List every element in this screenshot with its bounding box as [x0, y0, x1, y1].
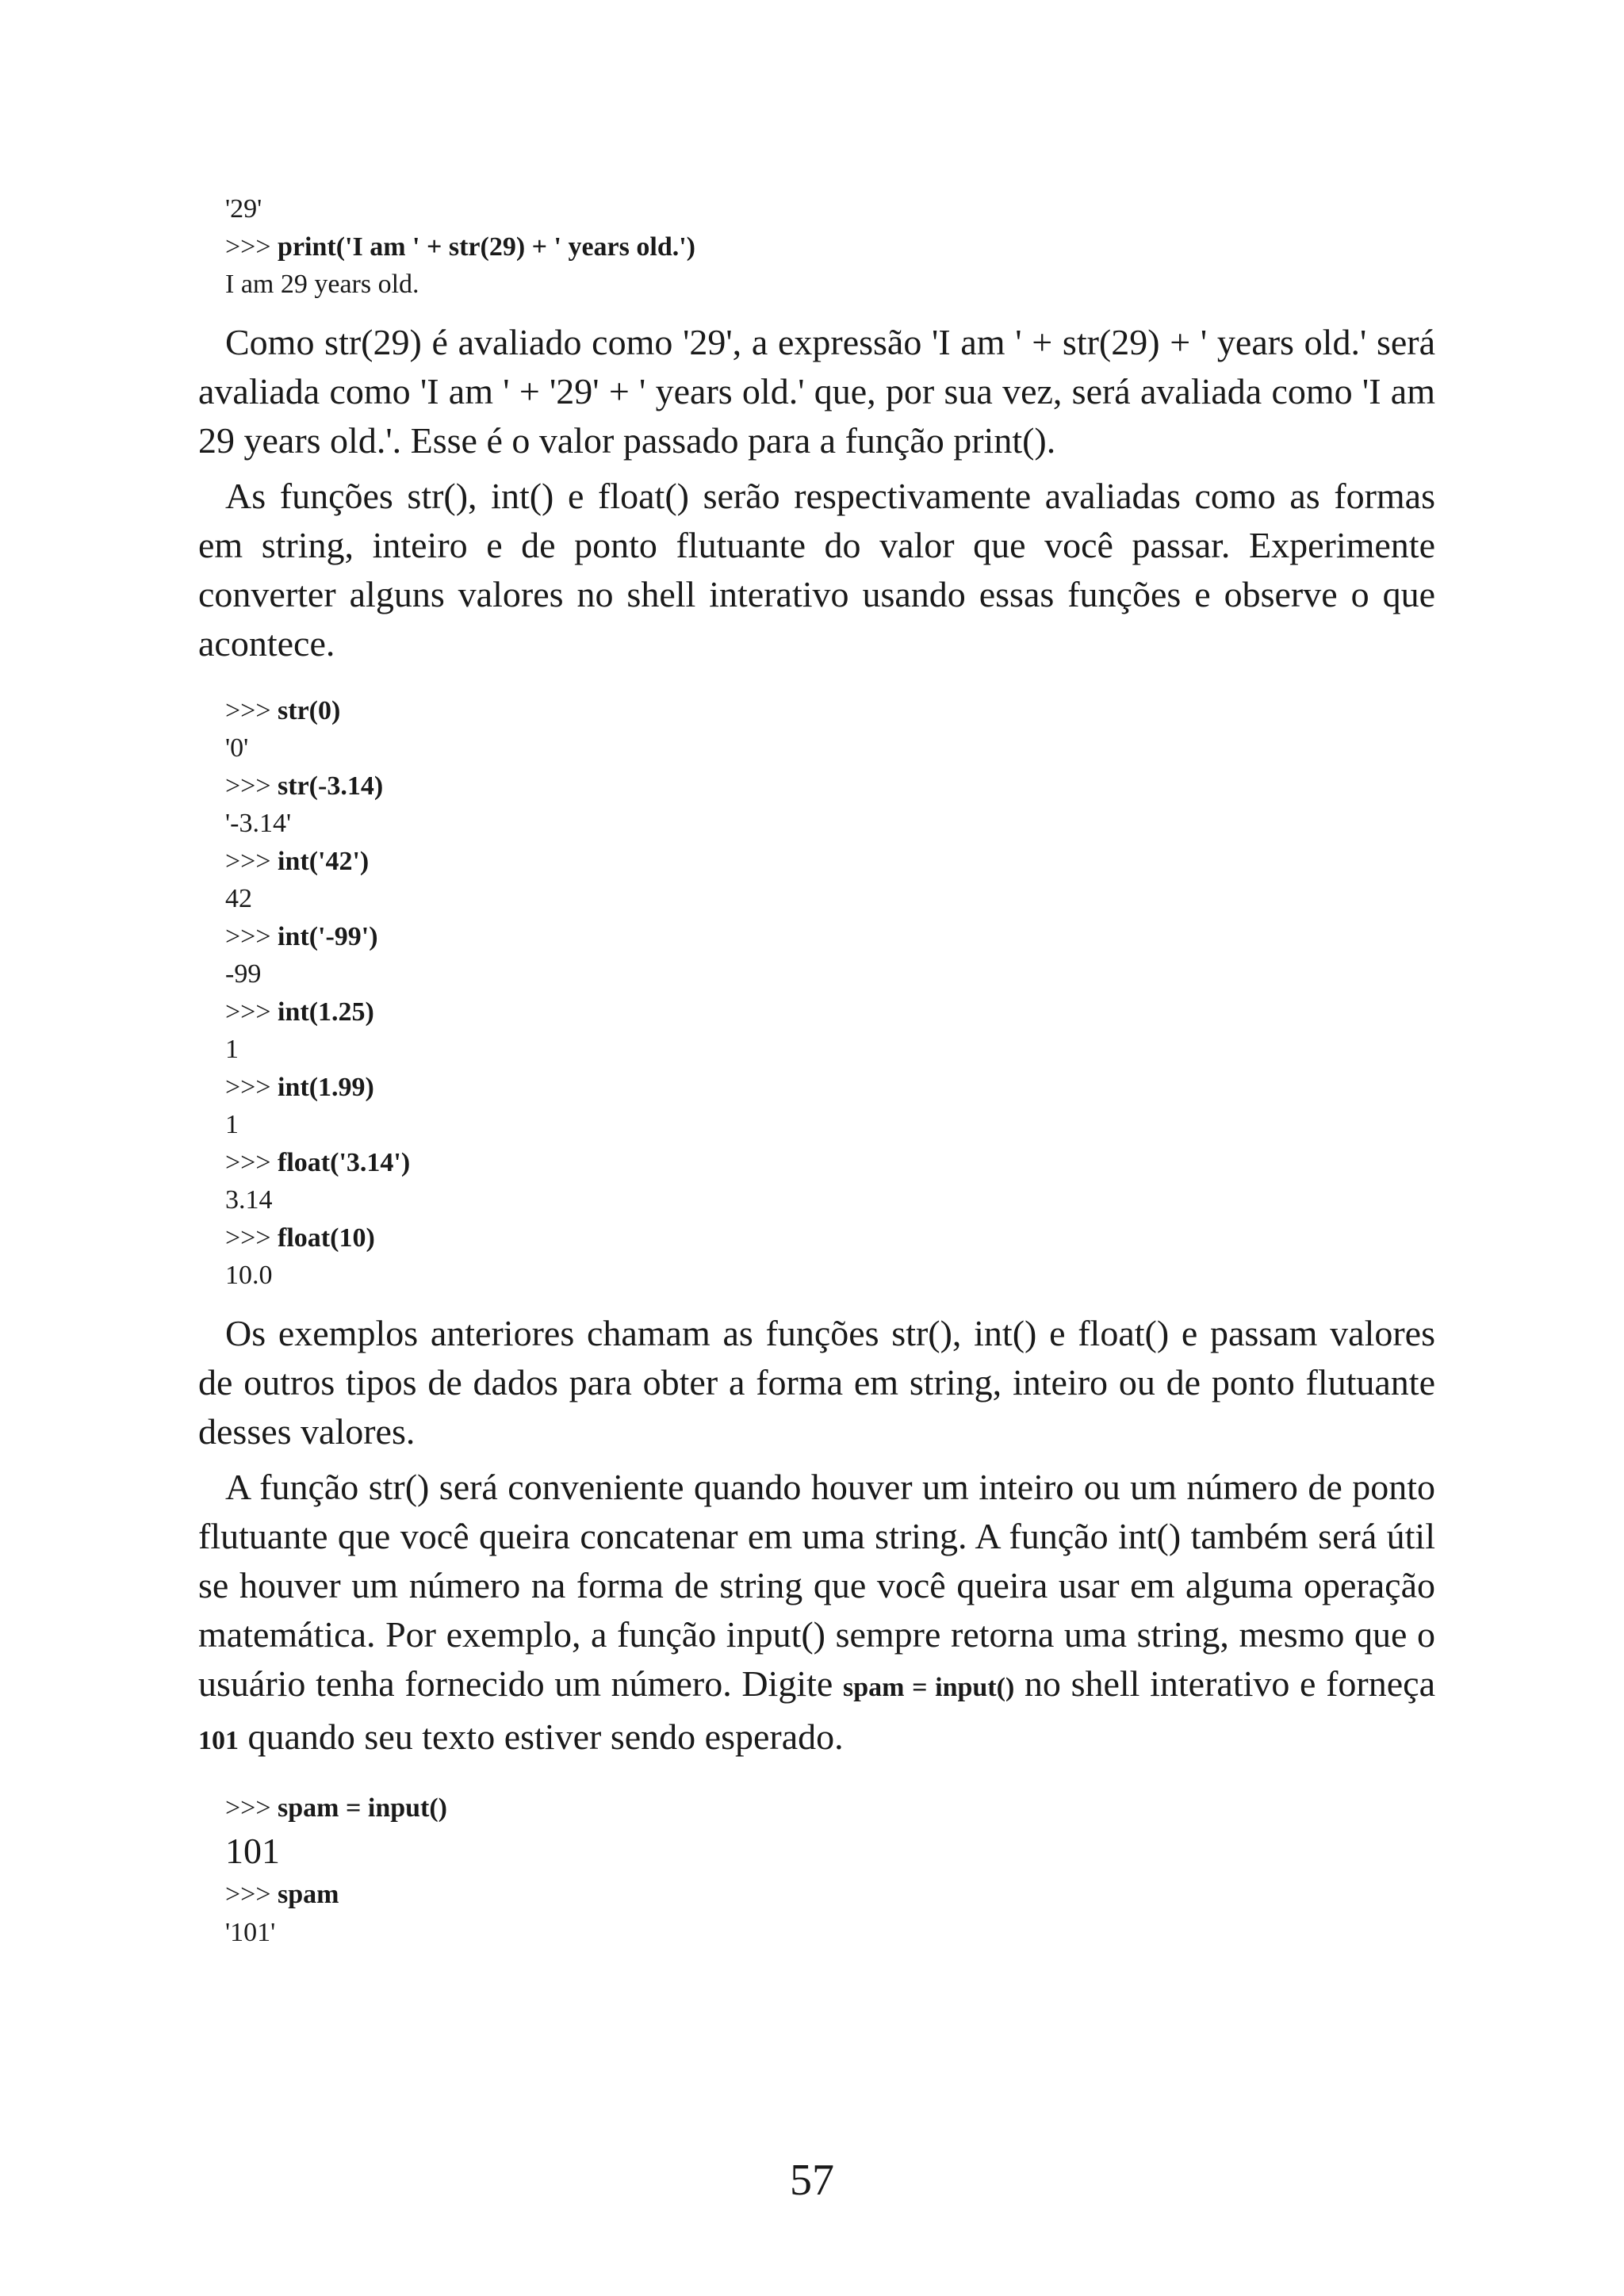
code-input-line: >>> float(10): [225, 1223, 375, 1253]
paragraph-str-int-usage: A função str() será conveniente quando houver um inteiro ou um número de ponto flutuante que você queira concatenar em uma string. A função int() também será útil se houver um número na forma de string que você queira usar em alguma operação matemática. Por exemplo, a função input() sempre retorna uma string, mesmo que o usuário tenha fornecido um número. Digite spam = input() no shell interativo e forneça 101 quando seu texto estiver sendo esperado.: [198, 1466, 1436, 1757]
code-input-line: >>> int('-99'): [225, 921, 378, 951]
code-output-line: -99: [225, 959, 262, 989]
code-input-line: >>> str(-3.14): [225, 771, 384, 801]
code-input-line: >>> spam: [225, 1880, 339, 1909]
paragraph-conversion-functions: As funções str(), int() e float() serão respectivamente avaliadas como as formas em string, inteiro e de ponto flutuante do valor que você passar. Experimente converter alguns valores no shell interativo usando essas funções e observe o que acontece.: [198, 475, 1435, 664]
code-input-line: >>> float('3.14'): [225, 1147, 411, 1177]
code-input-line: >>> str(0): [225, 695, 341, 725]
code-block-str-concat: [225, 190, 1435, 304]
code-output-line: 10.0: [225, 1261, 273, 1290]
paragraph-str-evaluation: Como str(29) é avaliado como '29', a expressão 'I am ' + str(29) + ' years old.' será avaliada como 'I am ' + '29' + ' years old.' que, por sua vez, será avaliada como 'I am 29 years old.'. Esse é o valor passado para a função print().: [198, 321, 1435, 461]
code-input-line: >>> spam = input(): [225, 1793, 448, 1823]
code-block-conversions: [225, 692, 1435, 1295]
code-output-line: '-3.14': [225, 809, 292, 838]
code-block-input-example: [225, 1789, 1435, 1952]
code-output-line: '29': [225, 194, 262, 224]
code-output-line: I am 29 years old.: [225, 270, 419, 299]
code-output-line: 1: [225, 1035, 239, 1064]
code-output-line: '0': [225, 733, 249, 763]
code-output-line: 42: [225, 884, 252, 913]
code-input-line: >>> int(1.99): [225, 1072, 374, 1102]
page-number: 57: [790, 2156, 834, 2205]
code-user-input-line: 101: [225, 1831, 280, 1871]
code-output-line: 1: [225, 1110, 239, 1139]
inline-code-spam-input: spam = input(): [842, 1672, 1015, 1702]
code-input-line: >>> print('I am ' + str(29) + ' years old.'): [225, 232, 695, 262]
inline-code-101: 101: [198, 1725, 239, 1755]
code-output-line: 3.14: [225, 1185, 273, 1215]
code-input-line: >>> int('42'): [225, 846, 370, 876]
code-output-line: '101': [225, 1917, 276, 1947]
paragraph-examples-summary: Os exemplos anteriores chamam as funções str(), int() e float() e passam valores de outros tipos de dados para obter a forma em string, inteiro ou de ponto flutuante desses valores.: [198, 1312, 1435, 1452]
page-content: [198, 190, 1435, 1951]
code-input-line: >>> int(1.25): [225, 997, 374, 1027]
